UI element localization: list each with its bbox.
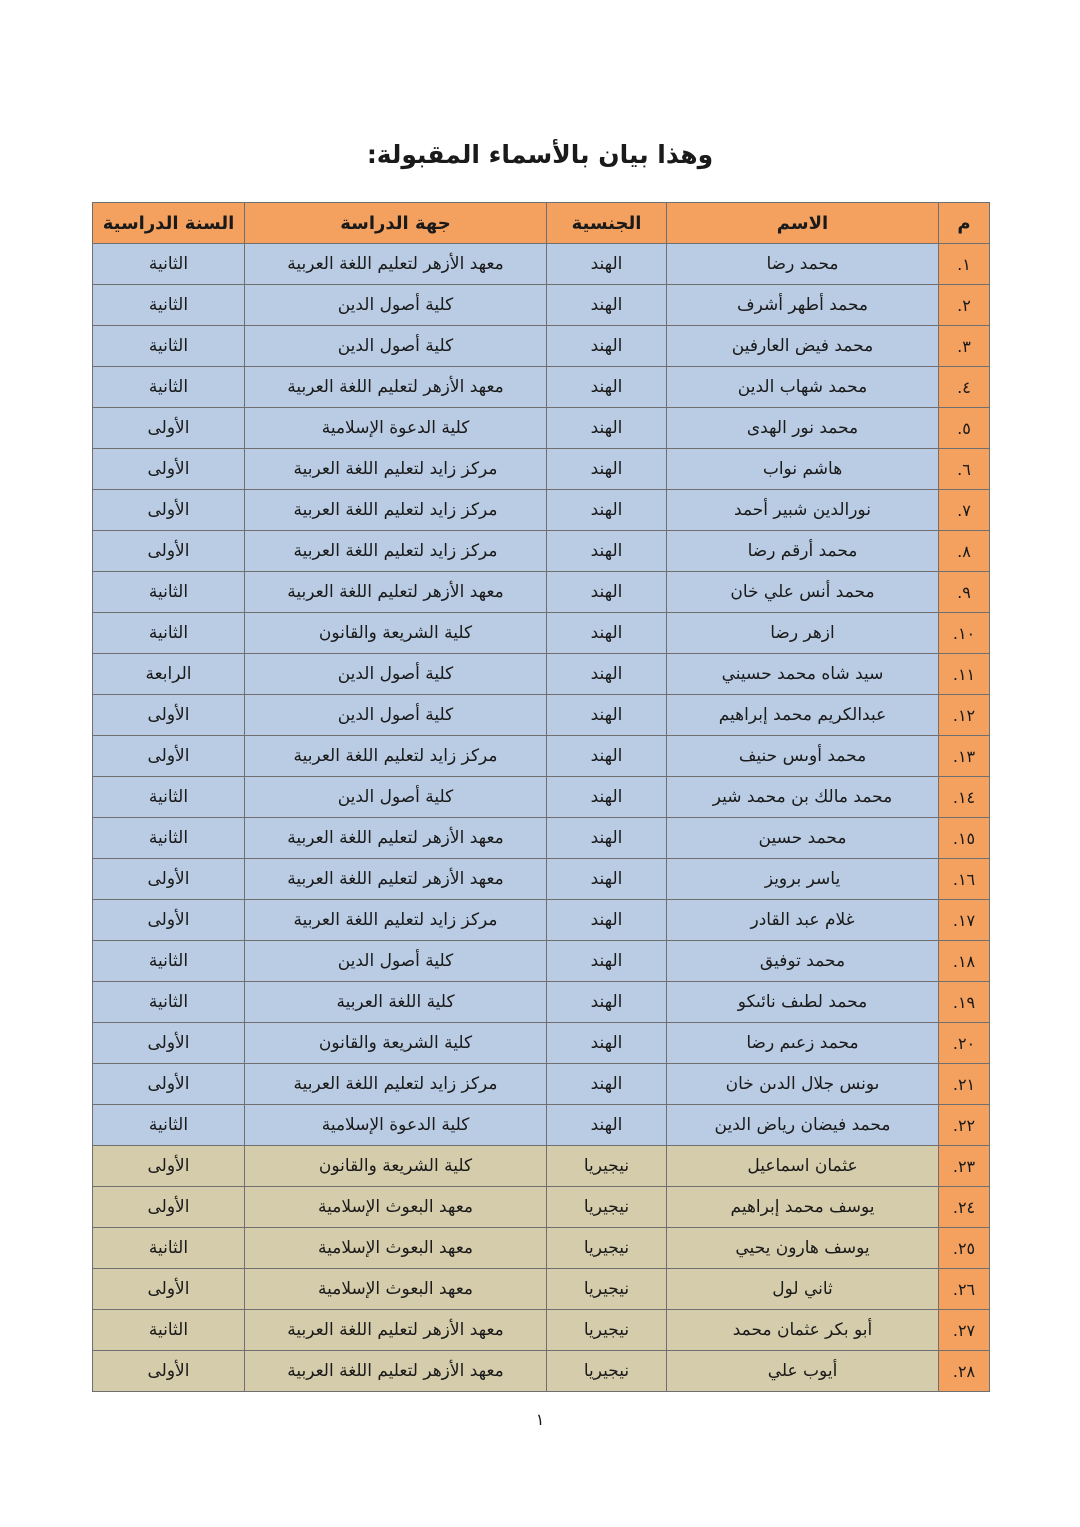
cell-num: ٢٥. [939, 1228, 990, 1269]
cell-num: ١٣. [939, 736, 990, 777]
cell-year: الأولى [93, 736, 245, 777]
cell-num: ١١. [939, 654, 990, 695]
cell-year: الثانية [93, 326, 245, 367]
cell-num: ٢٣. [939, 1146, 990, 1187]
cell-year: الرابعة [93, 654, 245, 695]
cell-study-place: معهد الأزهر لتعليم اللغة العربية [245, 367, 547, 408]
cell-name: محمد شهاب الدين [667, 367, 939, 408]
table-row [93, 449, 990, 490]
cell-nationality: الهند [547, 326, 667, 367]
cell-study-place: كلية أصول الدين [245, 326, 547, 367]
table-row [93, 736, 990, 777]
cell-name: محمد فيض العارفين [667, 326, 939, 367]
cell-name: ازهر رضا [667, 613, 939, 654]
header-num: م [939, 203, 990, 244]
cell-num: ٣. [939, 326, 990, 367]
cell-nationality: نيجيريا [547, 1187, 667, 1228]
cell-name: محمد توفيق [667, 941, 939, 982]
cell-nationality: الهند [547, 859, 667, 900]
cell-num: ١٦. [939, 859, 990, 900]
cell-name: سيد شاه محمد حسيني [667, 654, 939, 695]
cell-num: ١٠. [939, 613, 990, 654]
cell-nationality: الهند [547, 941, 667, 982]
cell-nationality: نيجيريا [547, 1228, 667, 1269]
cell-name: محمد زعىم رضا [667, 1023, 939, 1064]
cell-nationality: الهند [547, 1105, 667, 1146]
table-row [93, 1105, 990, 1146]
cell-year: الأولى [93, 1023, 245, 1064]
cell-year: الثانية [93, 1105, 245, 1146]
cell-nationality: الهند [547, 1064, 667, 1105]
cell-name: محمد أنس علي خان [667, 572, 939, 613]
cell-num: ٢٠. [939, 1023, 990, 1064]
cell-num: ١٥. [939, 818, 990, 859]
cell-num: ٩. [939, 572, 990, 613]
table-row [93, 1146, 990, 1187]
cell-name: ىونس جلال الدىن خان [667, 1064, 939, 1105]
cell-study-place: كلية أصول الدين [245, 285, 547, 326]
table-row [93, 818, 990, 859]
cell-year: الأولى [93, 1351, 245, 1392]
table-row [93, 777, 990, 818]
cell-study-place: معهد الأزهر لتعليم اللغة العربية [245, 572, 547, 613]
cell-num: ٤. [939, 367, 990, 408]
cell-year: الأولى [93, 1064, 245, 1105]
cell-nationality: نيجيريا [547, 1351, 667, 1392]
table-row [93, 654, 990, 695]
cell-num: ١. [939, 244, 990, 285]
cell-num: ٢٧. [939, 1310, 990, 1351]
cell-study-place: كلية أصول الدين [245, 695, 547, 736]
cell-year: الأولى [93, 408, 245, 449]
cell-nationality: الهند [547, 490, 667, 531]
cell-nationality: الهند [547, 408, 667, 449]
cell-year: الأولى [93, 531, 245, 572]
table-row [93, 900, 990, 941]
cell-year: الثانية [93, 244, 245, 285]
cell-name: عثمان اسماعيل [667, 1146, 939, 1187]
cell-study-place: كلية الشريعة والقانون [245, 613, 547, 654]
cell-nationality: الهند [547, 367, 667, 408]
accepted-names-table [92, 202, 990, 1392]
cell-nationality: الهند [547, 654, 667, 695]
cell-num: ١٩. [939, 982, 990, 1023]
cell-name: نورالدين شبير أحمد [667, 490, 939, 531]
table-row [93, 285, 990, 326]
table-row [93, 1351, 990, 1392]
cell-name: محمد حسين [667, 818, 939, 859]
table-row [93, 490, 990, 531]
header-nationality: الجنسية [547, 203, 667, 244]
cell-study-place: كلية أصول الدين [245, 941, 547, 982]
cell-num: ١٨. [939, 941, 990, 982]
cell-year: الثانية [93, 1228, 245, 1269]
cell-study-place: معهد الأزهر لتعليم اللغة العربية [245, 1351, 547, 1392]
cell-num: ٦. [939, 449, 990, 490]
cell-num: ٧. [939, 490, 990, 531]
cell-study-place: مركز زايد لتعليم اللغة العربية [245, 1064, 547, 1105]
cell-name: محمد رضا [667, 244, 939, 285]
cell-year: الأولى [93, 490, 245, 531]
cell-year: الأولى [93, 695, 245, 736]
cell-name: أبو بكر عثمان محمد [667, 1310, 939, 1351]
cell-year: الثانية [93, 941, 245, 982]
header-name: الاسم [667, 203, 939, 244]
cell-name: محمد لطىف نائىكو [667, 982, 939, 1023]
cell-nationality: الهند [547, 736, 667, 777]
cell-nationality: الهند [547, 244, 667, 285]
cell-name: محمد فيضان رياض الدين [667, 1105, 939, 1146]
table-row [93, 1023, 990, 1064]
table-row [93, 941, 990, 982]
table-row [93, 1187, 990, 1228]
cell-nationality: الهند [547, 900, 667, 941]
cell-name: محمد مالك بن محمد شير [667, 777, 939, 818]
cell-study-place: كلية الدعوة الإسلامية [245, 1105, 547, 1146]
cell-year: الثانية [93, 613, 245, 654]
table-body [93, 244, 990, 1392]
table-row [93, 531, 990, 572]
cell-nationality: الهند [547, 695, 667, 736]
cell-name: أيوب علي [667, 1351, 939, 1392]
cell-num: ١٧. [939, 900, 990, 941]
cell-year: الثانية [93, 818, 245, 859]
cell-num: ٥. [939, 408, 990, 449]
cell-name: محمد أطهر أشرف [667, 285, 939, 326]
cell-study-place: كلية اللغة العربية [245, 982, 547, 1023]
cell-num: ٢٤. [939, 1187, 990, 1228]
cell-name: هاشم نواب [667, 449, 939, 490]
cell-num: ١٢. [939, 695, 990, 736]
cell-nationality: نيجيريا [547, 1310, 667, 1351]
cell-study-place: كلية الشريعة والقانون [245, 1023, 547, 1064]
cell-year: الأولى [93, 449, 245, 490]
cell-nationality: الهند [547, 449, 667, 490]
cell-study-place: معهد البعوث الإسلامية [245, 1187, 547, 1228]
table-row [93, 695, 990, 736]
cell-num: ٢٦. [939, 1269, 990, 1310]
table-row [93, 982, 990, 1023]
cell-study-place: معهد البعوث الإسلامية [245, 1228, 547, 1269]
table-row [93, 1064, 990, 1105]
cell-year: الأولى [93, 1269, 245, 1310]
cell-num: ٢٨. [939, 1351, 990, 1392]
page-title: وهذا بيان بالأسماء المقبولة: [366, 140, 714, 169]
cell-year: الثانية [93, 285, 245, 326]
cell-year: الثانية [93, 982, 245, 1023]
cell-num: ٢. [939, 285, 990, 326]
cell-name: محمد نور الهدى [667, 408, 939, 449]
cell-num: ٢٢. [939, 1105, 990, 1146]
page-number: ١ [535, 1410, 545, 1429]
cell-nationality: نيجيريا [547, 1146, 667, 1187]
cell-name: يوسف هارون يحيي [667, 1228, 939, 1269]
cell-nationality: الهند [547, 777, 667, 818]
cell-study-place: مركز زايد لتعليم اللغة العربية [245, 900, 547, 941]
cell-nationality: الهند [547, 285, 667, 326]
cell-year: الثانية [93, 572, 245, 613]
cell-name: غلام عبد القادر [667, 900, 939, 941]
cell-study-place: كلية أصول الدين [245, 654, 547, 695]
cell-year: الأولى [93, 900, 245, 941]
cell-year: الثانية [93, 777, 245, 818]
header-study-place: جهة الدراسة [245, 203, 547, 244]
cell-study-place: معهد البعوث الإسلامية [245, 1269, 547, 1310]
cell-study-place: معهد الأزهر لتعليم اللغة العربية [245, 244, 547, 285]
cell-num: ٢١. [939, 1064, 990, 1105]
table-row [93, 408, 990, 449]
cell-year: الأولى [93, 1146, 245, 1187]
cell-study-place: معهد الأزهر لتعليم اللغة العربية [245, 818, 547, 859]
cell-nationality: الهند [547, 613, 667, 654]
cell-name: ياسر برويز [667, 859, 939, 900]
cell-nationality: الهند [547, 982, 667, 1023]
cell-study-place: كلية أصول الدين [245, 777, 547, 818]
cell-study-place: كلية الشريعة والقانون [245, 1146, 547, 1187]
table-row [93, 1269, 990, 1310]
cell-study-place: مركز زايد لتعليم اللغة العربية [245, 449, 547, 490]
header-year: السنة الدراسية [93, 203, 245, 244]
cell-year: الثانية [93, 367, 245, 408]
table-row [93, 859, 990, 900]
cell-name: يوسف محمد إبراهيم [667, 1187, 939, 1228]
cell-study-place: كلية الدعوة الإسلامية [245, 408, 547, 449]
table-row [93, 1228, 990, 1269]
cell-nationality: نيجيريا [547, 1269, 667, 1310]
table-row [93, 244, 990, 285]
cell-nationality: الهند [547, 1023, 667, 1064]
table-row [93, 1310, 990, 1351]
cell-name: عبدالكريم محمد إبراهيم [667, 695, 939, 736]
cell-nationality: الهند [547, 818, 667, 859]
cell-name: محمد أرقم رضا [667, 531, 939, 572]
cell-nationality: الهند [547, 531, 667, 572]
cell-year: الثانية [93, 1310, 245, 1351]
cell-study-place: معهد الأزهر لتعليم اللغة العربية [245, 1310, 547, 1351]
table-row [93, 326, 990, 367]
cell-year: الأولى [93, 859, 245, 900]
cell-study-place: مركز زايد لتعليم اللغة العربية [245, 490, 547, 531]
table-row [93, 613, 990, 654]
cell-nationality: الهند [547, 572, 667, 613]
cell-num: ٨. [939, 531, 990, 572]
cell-study-place: معهد الأزهر لتعليم اللغة العربية [245, 859, 547, 900]
cell-year: الأولى [93, 1187, 245, 1228]
cell-name: ثاني لول [667, 1269, 939, 1310]
cell-study-place: مركز زايد لتعليم اللغة العربية [245, 736, 547, 777]
cell-num: ١٤. [939, 777, 990, 818]
table-header-row [93, 203, 990, 244]
cell-name: محمد أوىس حنيف [667, 736, 939, 777]
table-row [93, 572, 990, 613]
table-row [93, 367, 990, 408]
cell-study-place: مركز زايد لتعليم اللغة العربية [245, 531, 547, 572]
